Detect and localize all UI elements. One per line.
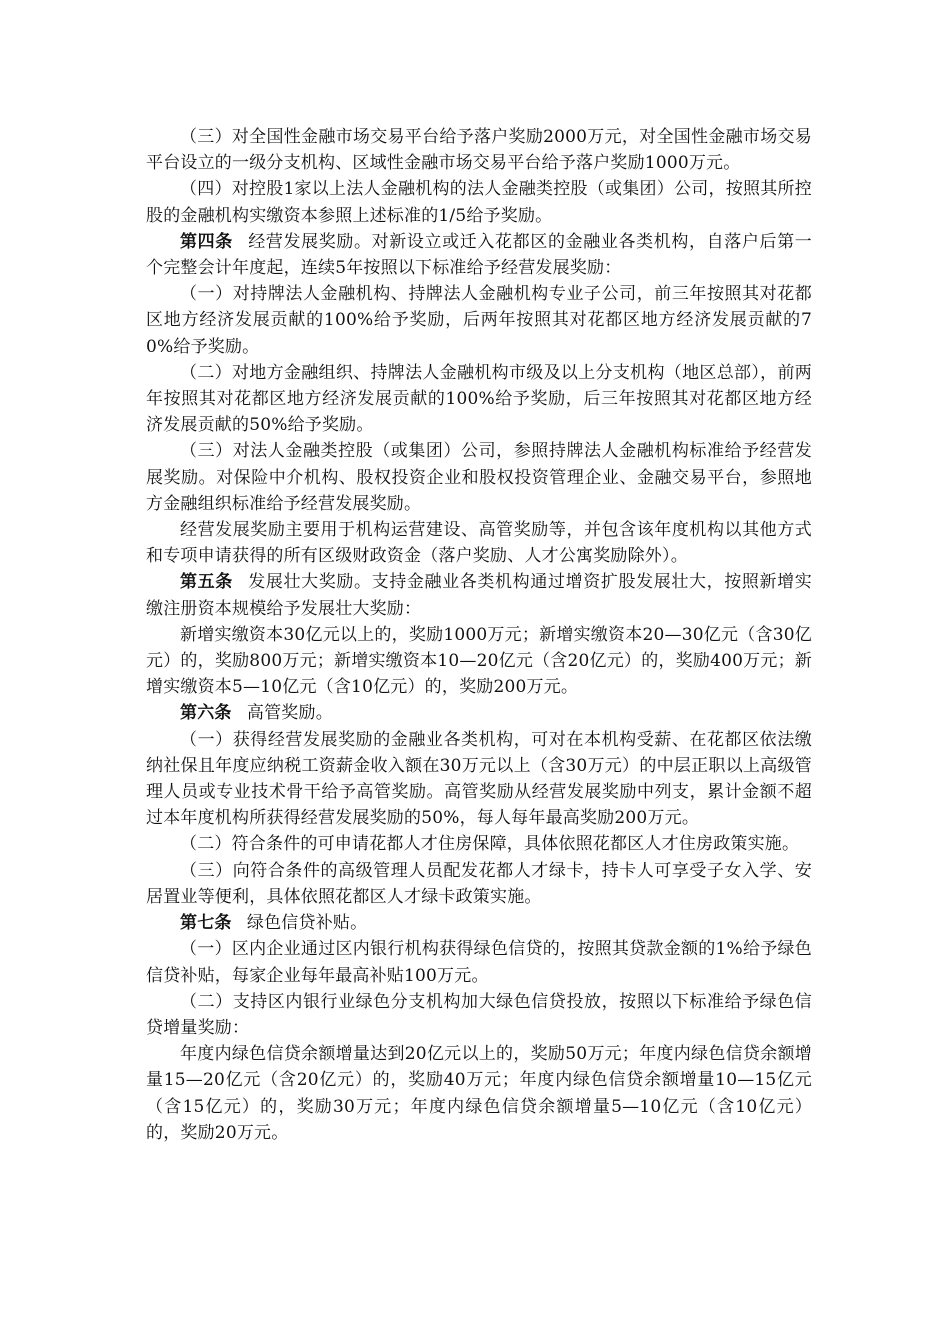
- article-4-heading: 第四条: [180, 231, 233, 252]
- article-7-text: 绿色信贷补贴。: [246, 913, 368, 934]
- article-6-heading: 第六条: [180, 703, 232, 724]
- article-7-heading: 第七条: [180, 913, 232, 934]
- article-5-text: 发展壮大奖励。支持金融业各类机构通过增资扩股发展壮大，按照新增实缴注册资本规模给予发展壮大奖励：: [146, 572, 812, 619]
- article-7: [146, 910, 812, 936]
- paragraph-5: [146, 360, 812, 439]
- paragraph-9-text: 新增实缴资本30亿元以上的，奖励1000万元；新增实缴资本20—30亿元（含30亿元）的，奖励800万元；新增实缴资本10—20亿元（含20亿元）的，奖励400万元；新增实缴资本5—10亿元（含10亿元）的，奖励200万元。: [146, 624, 812, 698]
- paragraph-12: [146, 831, 812, 857]
- article-5-heading: 第五条: [180, 572, 233, 593]
- paragraph-15-text: （一）区内企业通过区内银行机构获得绿色信贷的，按照其贷款金额的1%给予绿色信贷补贴，每家企业每年最高补贴100万元。: [146, 939, 812, 986]
- paragraph-12-text: （二）符合条件的可申请花都人才住房保障，具体依照花都区人才住房政策实施。: [180, 834, 800, 855]
- article-6-text: 高管奖励。: [246, 703, 333, 724]
- paragraph-5-text: （二）对地方金融组织、持牌法人金融机构市级及以上分支机构（地区总部），前两年按照其对花都区地方经济发展贡献的100%给予奖励，后三年按照其对花都区地方经济发展贡献的50%给予奖励。: [146, 362, 812, 436]
- article-4: [146, 229, 812, 281]
- paragraph-4-text: （一）对持牌法人金融机构、持牌法人金融机构专业子公司，前三年按照其对花都区地方经济发展贡献的100%给予奖励，后两年按照其对花都区地方经济发展贡献的70%给予奖励。: [146, 284, 812, 357]
- article-4-text: 经营发展奖励。对新设立或迁入花都区的金融业各类机构，自落户后第一个完整会计年度起，连续5年按照以下标准给予经营发展奖励：: [146, 231, 812, 279]
- paragraph-7: [146, 517, 812, 569]
- paragraph-9: [146, 622, 812, 701]
- paragraph-7-text: 经营发展奖励主要用于机构运营建设、高管奖励等，并包含该年度机构以其他方式和专项申请获得的所有区级财政资金（落户奖励、人才公寓奖励除外）。: [146, 520, 812, 567]
- article-6: [146, 700, 812, 726]
- paragraph-11: [146, 727, 812, 832]
- paragraph-15: [146, 936, 812, 988]
- paragraph-6: [146, 438, 812, 517]
- paragraph-2: [146, 176, 812, 228]
- paragraph-1: [146, 124, 812, 176]
- paragraph-17-text: 年度内绿色信贷余额增量达到20亿元以上的，奖励50万元；年度内绿色信贷余额增量15—20亿元（含20亿元）的，奖励40万元；年度内绿色信贷余额增量10—15亿元（含15亿元）的，奖励30万元；年度内绿色信贷余额增量5—10亿元（含10亿元）的，奖励20万元。: [146, 1044, 812, 1143]
- paragraph-13-text: （三）向符合条件的高级管理人员配发花都人才绿卡，持卡人可享受子女入学、安居置业等便利，具体依照花都区人才绿卡政策实施。: [146, 860, 812, 907]
- paragraph-16: [146, 989, 812, 1041]
- paragraph-6-text: （三）对法人金融类控股（或集团）公司，参照持牌法人金融机构标准给予经营发展奖励。对保险中介机构、股权投资企业和股权投资管理企业、金融交易平台，参照地方金融组织标准给予经营发展奖励。: [146, 441, 812, 514]
- paragraph-11-text: （一）获得经营发展奖励的金融业各类机构，可对在本机构受薪、在花都区依法缴纳社保且年度应纳税工资薪金收入额在30万元以上（含30万元）的中层正职以上高级管理人员或专业技术骨干给予高管奖励。高管奖励从经营发展奖励中列支，累计金额不超过本年度机构所获得经营发展奖励的50%，每人每年最高奖励200万元。: [146, 729, 812, 829]
- document-page: [146, 124, 812, 1146]
- paragraph-16-text: （二）支持区内银行业绿色分支机构加大绿色信贷投放，按照以下标准给予绿色信贷增量奖励：: [146, 991, 812, 1038]
- paragraph-2-text: （四）对控股1家以上法人金融机构的法人金融类控股（或集团）公司，按照其所控股的金融机构实缴资本参照上述标准的1/5给予奖励。: [146, 179, 812, 226]
- paragraph-1-text: （三）对全国性金融市场交易平台给予落户奖励2000万元，对全国性金融市场交易平台设立的一级分支机构、区域性金融市场交易平台给予落户奖励1000万元。: [146, 127, 812, 174]
- paragraph-4: [146, 281, 812, 360]
- article-5: [146, 569, 812, 621]
- paragraph-13: [146, 858, 812, 910]
- paragraph-17: [146, 1041, 812, 1146]
